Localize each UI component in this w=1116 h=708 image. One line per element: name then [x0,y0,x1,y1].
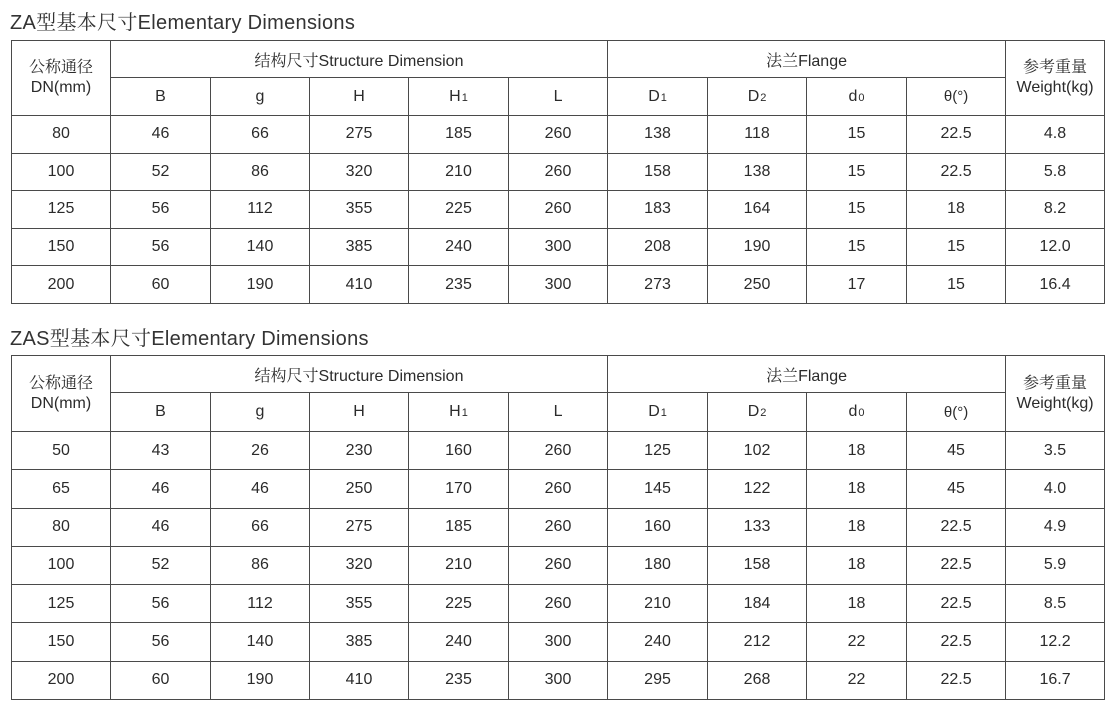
cell-theta: 15 [907,228,1006,266]
cell-d1: 145 [608,470,708,508]
cell-d2: 164 [708,191,807,229]
cell-theta: 22.5 [907,546,1006,584]
cell-d2: 250 [708,266,807,304]
cell-d2: 190 [708,228,807,266]
d2-sub: 2 [760,91,767,104]
cell-dn: 100 [12,546,111,584]
cell-h: 320 [310,153,409,191]
table-row [12,228,1105,266]
cell-h1: 210 [409,153,509,191]
cell-h1: 240 [409,623,509,661]
cell-d0: 15 [807,153,907,191]
za-table-title: ZA型基本尺寸Elementary Dimensions [10,12,356,34]
cell-g: 86 [211,153,310,191]
cell-weight: 5.8 [1006,153,1105,191]
header-structure-group: 结构尺寸Structure Dimension [111,356,608,393]
cell-theta: 22.5 [907,661,1006,699]
header-col-h1 [409,393,509,432]
cell-d1: 180 [608,546,708,584]
h1-sub: 1 [461,407,468,419]
header-dn-en: DN(mm) [30,394,92,412]
cell-d2: 122 [708,470,807,508]
cell-theta: 22.5 [907,153,1006,191]
d1-main: D [648,403,660,420]
cell-l: 260 [509,153,608,191]
d1-sub: 1 [660,407,667,419]
cell-b: 52 [111,153,211,191]
cell-b: 56 [111,585,211,623]
cell-h1: 235 [409,266,509,304]
cell-b: 60 [111,661,211,699]
header-weight-en: Weight(kg) [1016,394,1094,412]
cell-h1: 225 [409,191,509,229]
cell-weight: 4.0 [1006,470,1105,508]
cell-h1: 185 [409,116,509,154]
cell-g: 140 [211,228,310,266]
cell-l: 260 [509,546,608,584]
cell-weight: 3.5 [1006,432,1105,470]
cell-d2: 158 [708,546,807,584]
header-structure-group: 结构尺寸Structure Dimension [111,41,608,78]
header-col-h: H [310,78,409,116]
cell-b: 60 [111,266,211,304]
header-col-d2 [708,78,807,116]
cell-dn: 200 [12,661,111,699]
header-col-d1 [608,78,708,116]
header-dn [12,41,111,116]
header-col-g: g [211,78,310,116]
table-row [12,661,1105,699]
cell-g: 112 [211,191,310,229]
cell-dn: 50 [12,432,111,470]
cell-h: 355 [310,585,409,623]
za-table-body [12,116,1105,304]
cell-weight: 4.9 [1006,508,1105,546]
cell-d1: 295 [608,661,708,699]
cell-g: 46 [211,470,310,508]
table-row [12,432,1105,470]
cell-d1: 158 [608,153,708,191]
cell-d1: 240 [608,623,708,661]
cell-g: 190 [211,661,310,699]
d1-main: D [648,87,660,105]
cell-weight: 16.4 [1006,266,1105,304]
cell-h: 275 [310,508,409,546]
table-row [12,508,1105,546]
cell-weight: 8.2 [1006,191,1105,229]
cell-h: 230 [310,432,409,470]
header-weight [1006,41,1105,116]
cell-weight: 5.9 [1006,546,1105,584]
d1-sub: 1 [660,91,667,104]
cell-l: 260 [509,470,608,508]
cell-dn: 65 [12,470,111,508]
cell-l: 260 [509,432,608,470]
cell-d1: 208 [608,228,708,266]
cell-d0: 15 [807,191,907,229]
cell-h: 385 [310,228,409,266]
cell-d1: 125 [608,432,708,470]
cell-g: 190 [211,266,310,304]
cell-weight: 12.0 [1006,228,1105,266]
table-row [12,153,1105,191]
cell-h1: 210 [409,546,509,584]
header-col-l: L [509,393,608,432]
cell-theta: 22.5 [907,116,1006,154]
header-dn-cn: 公称通径 [28,374,93,392]
header-weight [1006,356,1105,432]
cell-g: 112 [211,585,310,623]
table-row [12,266,1105,304]
cell-b: 46 [111,116,211,154]
cell-b: 56 [111,228,211,266]
header-dn [12,356,111,432]
header-flange-group: 法兰Flange [608,356,1006,393]
cell-theta: 22.5 [907,585,1006,623]
cell-dn: 200 [12,266,111,304]
cell-h: 385 [310,623,409,661]
cell-dn: 125 [12,191,111,229]
zas-dimensions-table [11,355,1105,700]
d0-main: d [848,87,858,105]
cell-d0: 17 [807,266,907,304]
cell-h1: 170 [409,470,509,508]
cell-d0: 15 [807,116,907,154]
cell-d0: 22 [807,661,907,699]
cell-b: 52 [111,546,211,584]
cell-l: 260 [509,116,608,154]
d0-sub: 0 [858,91,865,104]
cell-g: 66 [211,508,310,546]
h1-main: H [449,403,461,420]
zas-table-body [12,432,1105,700]
cell-h: 355 [310,191,409,229]
cell-g: 140 [211,623,310,661]
cell-h: 320 [310,546,409,584]
cell-d0: 18 [807,508,907,546]
cell-d2: 133 [708,508,807,546]
header-weight-cn: 参考重量 [1023,374,1088,392]
cell-weight: 12.2 [1006,623,1105,661]
cell-dn: 125 [12,585,111,623]
cell-d0: 18 [807,546,907,584]
cell-dn: 100 [12,153,111,191]
cell-theta: 15 [907,266,1006,304]
header-col-g: g [211,393,310,432]
cell-dn: 80 [12,508,111,546]
header-col-d1 [608,393,708,432]
cell-dn: 80 [12,116,111,154]
table-row [12,585,1105,623]
cell-h1: 185 [409,508,509,546]
header-flange-group: 法兰Flange [608,41,1006,78]
cell-h: 410 [310,266,409,304]
cell-b: 46 [111,508,211,546]
cell-l: 260 [509,191,608,229]
h1-sub: 1 [461,91,468,104]
header-col-d0 [807,78,907,116]
d0-sub: 0 [858,407,865,419]
header-col-d0 [807,393,907,432]
cell-d2: 268 [708,661,807,699]
cell-l: 300 [509,266,608,304]
cell-h1: 235 [409,661,509,699]
cell-h1: 240 [409,228,509,266]
cell-d1: 160 [608,508,708,546]
cell-h1: 225 [409,585,509,623]
cell-theta: 45 [907,432,1006,470]
cell-g: 86 [211,546,310,584]
cell-b: 56 [111,191,211,229]
cell-d2: 102 [708,432,807,470]
cell-dn: 150 [12,228,111,266]
cell-g: 26 [211,432,310,470]
d0-main: d [848,403,858,420]
cell-g: 66 [211,116,310,154]
cell-l: 300 [509,661,608,699]
cell-weight: 4.8 [1006,116,1105,154]
table-row [12,470,1105,508]
cell-d1: 273 [608,266,708,304]
header-col-b: B [111,393,211,432]
table-row [12,116,1105,154]
header-dn-cn: 公称通径 [28,59,93,76]
d2-sub: 2 [760,407,767,419]
cell-b: 46 [111,470,211,508]
table-row [12,191,1105,229]
cell-d0: 15 [807,228,907,266]
cell-h: 410 [310,661,409,699]
header-col-theta: θ(°) [907,78,1006,116]
cell-l: 260 [509,585,608,623]
h1-main: H [449,87,461,105]
header-col-d2 [708,393,807,432]
cell-theta: 22.5 [907,508,1006,546]
cell-l: 300 [509,228,608,266]
cell-theta: 22.5 [907,623,1006,661]
cell-theta: 45 [907,470,1006,508]
cell-d0: 18 [807,470,907,508]
cell-d2: 184 [708,585,807,623]
za-dimensions-table [11,40,1105,304]
header-col-b: B [111,78,211,116]
zas-table-title: ZAS型基本尺寸Elementary Dimensions [10,328,369,350]
cell-d0: 18 [807,432,907,470]
cell-h: 250 [310,470,409,508]
cell-d0: 18 [807,585,907,623]
cell-h1: 160 [409,432,509,470]
cell-l: 300 [509,623,608,661]
header-col-h1 [409,78,509,116]
cell-d1: 210 [608,585,708,623]
cell-weight: 8.5 [1006,585,1105,623]
cell-h: 275 [310,116,409,154]
header-weight-cn: 参考重量 [1023,59,1088,76]
cell-d0: 22 [807,623,907,661]
cell-l: 260 [509,508,608,546]
header-weight-en: Weight(kg) [1016,79,1094,96]
cell-b: 43 [111,432,211,470]
cell-d2: 212 [708,623,807,661]
cell-dn: 150 [12,623,111,661]
header-col-h: H [310,393,409,432]
d2-main: D [747,403,760,420]
header-col-l: L [509,78,608,116]
cell-d1: 138 [608,116,708,154]
cell-d2: 138 [708,153,807,191]
cell-d2: 118 [708,116,807,154]
table-row [12,623,1105,661]
cell-weight: 16.7 [1006,661,1105,699]
header-col-theta: θ(°) [907,393,1006,432]
d2-main: D [747,87,760,105]
cell-theta: 18 [907,191,1006,229]
cell-d1: 183 [608,191,708,229]
header-dn-en: DN(mm) [30,79,92,96]
table-row [12,546,1105,584]
cell-b: 56 [111,623,211,661]
